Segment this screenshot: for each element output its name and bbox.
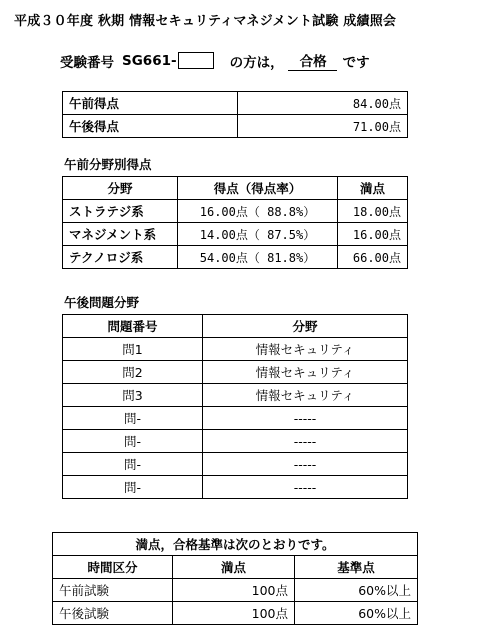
question-field: ----- — [203, 476, 408, 499]
question-number: 問- — [63, 476, 203, 499]
field-score: 14.00点（ 87.5%） — [178, 223, 338, 246]
exam-result: 合格 — [288, 50, 337, 71]
field-score: 16.00点（ 88.8%） — [178, 200, 338, 223]
table-header-row — [63, 177, 408, 200]
question-number: 問- — [63, 453, 203, 476]
table-header-row — [53, 556, 418, 579]
table-row — [63, 223, 408, 246]
period-max: 100点 — [173, 602, 295, 625]
field-name: テクノロジ系 — [63, 246, 178, 269]
pm-fields-heading: 午後問題分野 — [64, 295, 140, 310]
exam-mid-text: の方は， — [229, 54, 284, 71]
question-field: 情報セキュリティ — [203, 361, 408, 384]
question-field: ----- — [203, 407, 408, 430]
exam-end-text: です — [342, 54, 370, 71]
passing-criteria-table — [52, 532, 418, 625]
am-breakdown-heading: 午前分野別得点 — [64, 157, 152, 172]
table-row — [63, 384, 408, 407]
column-header: 時間区分 — [53, 556, 173, 579]
pm-fields-table — [62, 314, 408, 499]
table-row — [63, 92, 408, 115]
question-number: 問3 — [63, 384, 203, 407]
question-number: 問2 — [63, 361, 203, 384]
column-header: 基準点 — [295, 556, 418, 579]
question-field: 情報セキュリティ — [203, 384, 408, 407]
field-max: 66.00点 — [338, 246, 408, 269]
question-number: 問1 — [63, 338, 203, 361]
period-max: 100点 — [173, 579, 295, 602]
column-header: 分野 — [203, 315, 408, 338]
score-summary-table — [62, 91, 408, 138]
column-header: 得点（得点率） — [178, 177, 338, 200]
column-header: 満点 — [338, 177, 408, 200]
table-header-row — [63, 315, 408, 338]
table-row — [63, 361, 408, 384]
question-field: ----- — [203, 453, 408, 476]
table-row — [63, 430, 408, 453]
table-row — [53, 579, 418, 602]
exam-result-line — [60, 50, 370, 71]
table-row — [63, 453, 408, 476]
exam-id-prefix: SG661- — [122, 52, 177, 69]
field-max: 18.00点 — [338, 200, 408, 223]
table-row — [63, 246, 408, 269]
exam-number-label: 受験番号 — [60, 54, 114, 71]
score-value-pm: 71.00点 — [238, 115, 408, 138]
page-title: 平成３０年度 秋期 情報セキュリティマネジメント試験 成績照会 — [14, 14, 397, 29]
column-header: 分野 — [63, 177, 178, 200]
table-row — [63, 200, 408, 223]
am-breakdown-table — [62, 176, 408, 269]
table-row — [63, 115, 408, 138]
table-row — [63, 338, 408, 361]
question-number: 問- — [63, 430, 203, 453]
period-name: 午前試験 — [53, 579, 173, 602]
table-caption-row — [53, 533, 418, 556]
criteria-caption: 満点，合格基準は次のとおりです。 — [53, 533, 418, 556]
field-name: ストラテジ系 — [63, 200, 178, 223]
period-name: 午後試験 — [53, 602, 173, 625]
question-field: 情報セキュリティ — [203, 338, 408, 361]
exam-id-redacted-box — [178, 52, 214, 69]
table-row — [63, 407, 408, 430]
score-label-am: 午前得点 — [63, 92, 238, 115]
question-field: ----- — [203, 430, 408, 453]
field-score: 54.00点（ 81.8%） — [178, 246, 338, 269]
period-pass: 60%以上 — [295, 579, 418, 602]
question-number: 問- — [63, 407, 203, 430]
column-header: 満点 — [173, 556, 295, 579]
field-name: マネジメント系 — [63, 223, 178, 246]
field-max: 16.00点 — [338, 223, 408, 246]
score-label-pm: 午後得点 — [63, 115, 238, 138]
score-value-am: 84.00点 — [238, 92, 408, 115]
period-pass: 60%以上 — [295, 602, 418, 625]
column-header: 問題番号 — [63, 315, 203, 338]
table-row — [63, 476, 408, 499]
table-row — [53, 602, 418, 625]
